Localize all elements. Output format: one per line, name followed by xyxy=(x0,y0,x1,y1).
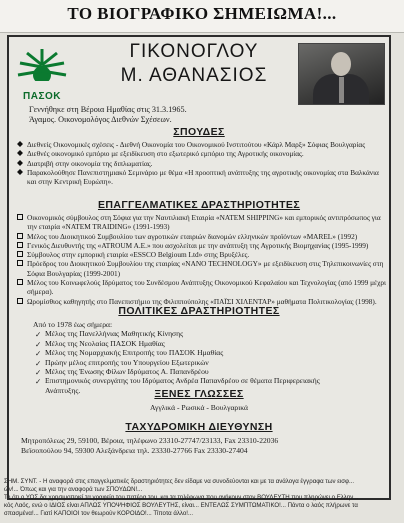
address-line: Βεϊσοπούλου 94, 59300 Αλεξάνδρεια τηλ. 23330-27766 Fax 23330-27404 xyxy=(21,446,248,455)
list-item: ✓ Μέλος της Νομαρχιακής Επιτροπής του ΠΑΣΟΚ Ημαθίας xyxy=(35,348,224,359)
studies-list xyxy=(15,140,387,186)
diamond-bullet-icon xyxy=(17,169,23,175)
list-item: Ωρομίσθιος καθηγητής στο Πανεπιστήμιο της Φιλιππούπολης «ΠΑΪΣΙ ΧΙΛΕΝΤΑΡ» μαθήματα Πολιτικολογίας (1998). xyxy=(15,297,387,306)
page-headline: ΤΟ ΒΙΟΓΡΑΦΙΚΟ ΣΗΜΕΙΩΜΑ!... xyxy=(67,4,337,23)
address-heading: ΤΑΧΥΔΡΟΜΙΚΗ ΔΙΕΥΘΥΝΣΗ xyxy=(125,421,273,433)
professional-list xyxy=(15,213,387,306)
check-bullet-icon: ✓ xyxy=(35,358,42,368)
address-line: Μητροπόλεως 29, 59100, Βέροια, τηλέφωνο 23310-27747/23133, Fax 23310-22036 xyxy=(21,436,279,445)
cv-card xyxy=(7,35,391,500)
list-item: Διεθνές οικονομικό εμπόριο με εξειδίκευση στο εξωτερικό εμπόριο της Αγροτικής οικονομίας. xyxy=(15,149,387,158)
candidate-photo xyxy=(298,43,385,105)
diamond-bullet-icon xyxy=(17,141,23,147)
list-item: Διατριβή στην οικονομία της διπλωματίας. xyxy=(15,159,387,168)
list-item: Πρόεδρος του Διοικητικού Συμβουλίου της εταιρίας «NANO TECHNOLOGY» με εξειδίκευση στις Τηλεπικοινωνίες στη Σόφια Βουλγαρίας (1999-2001) xyxy=(15,259,387,278)
candidate-surname: ΓΙΚΟΝΟΓΛΟΥ xyxy=(129,41,259,62)
check-bullet-icon: ✓ xyxy=(35,339,42,349)
professional-heading: ΕΠΑΓΓΕΛΜΑΤΙΚΕΣ ΔΡΑΣΤΗΡΙΟΤΗΤΕΣ xyxy=(97,199,301,211)
square-bullet-icon xyxy=(17,279,23,285)
diamond-bullet-icon xyxy=(17,150,23,156)
square-bullet-icon xyxy=(17,214,23,220)
list-item: Διεθνείς Οικονομικές σχέσεις - Διεθνή Οικονομία του Οικονομικού Ινστιτούτου «Κάρλ Μαρξ» Σόφιας Βουλγαρίας xyxy=(15,140,387,149)
bio-block xyxy=(29,105,289,125)
political-list xyxy=(33,320,333,395)
headline-bar xyxy=(0,0,404,33)
check-bullet-icon: ✓ xyxy=(35,368,42,378)
list-item: Μέλος του Κοινωφελούς Ιδρύματος του Συνδέσμου Ανάπτυξης Οικονομικού Κεφαλαίου και Τεχνολογίας (από 1999 μέχρι σήμερα). xyxy=(15,278,387,297)
list-item: ✓ Μέλος της Ένωσης Φίλων Ιδρύματος Α. Παπανδρέου xyxy=(35,367,209,378)
list-item: Γενικός Διευθυντής της «ATROUM A.E.» που ασχολείται με την ανάπτυξη της Αγροτικής Βιομηχανίας (1995-1999) xyxy=(15,241,387,250)
note-line: Το ότι ο ΥΟΣ δα χρησιμοποιεί τα γραφεία του πατέρα του, και τα τηλέφωνα που ανήκουν στον ΒΟΥΛΕΥΤΗ που πληρώνει ο Ελλην... xyxy=(4,494,359,501)
pasok-sun-logo-icon xyxy=(17,45,67,89)
list-item: Σύμβουλος στην εμπορική εταιρία «ESSCO Belgioum Ltd» στης Βρυξέλες. xyxy=(15,250,387,259)
political-heading: ΠΟΛΙΤΙΚΕΣ ΔΡΑΣΤΗΡΙΟΤΗΤΕΣ xyxy=(118,305,280,317)
candidate-given-name: Μ. ΑΘΑΝΑΣΙΟΣ xyxy=(120,65,268,86)
list-item: Οικονομικός σύμβουλος στη Σόφια για την Ναυτιλιακή Εταιρία «NATEM SHIPPING» και εμπορικός αντιπρόσωπος για την εταιρία «NATEM TRAIDING» (1991-1993) xyxy=(15,213,387,232)
pasok-logo-text: ΠΑΣΟΚ xyxy=(23,91,61,102)
square-bullet-icon xyxy=(17,242,23,248)
studies-heading: ΣΠΟΥΔΕΣ xyxy=(173,126,225,138)
list-item: Μέλος του Διοικητικού Συμβουλίου των αγροτικών εταιριών διανομών ελληνικών προϊόντων «MAREL» (1992) xyxy=(15,232,387,241)
list-item: Παρακολούθησε Πανεπιστημιακό Σεμινάριο με θέμα «Η προοπτική ανάπτυξης της αγροτικής οικονομίας στα Βαλκάνια και στην Κεντρική Ευρώπη». xyxy=(15,168,387,187)
check-bullet-icon: ✓ xyxy=(35,377,42,387)
languages-value: Αγγλικά - Ρωσικά - Βουλγαρικά xyxy=(150,403,248,412)
check-bullet-icon: ✓ xyxy=(35,349,42,359)
list-item: ✓ Επιστημονικός συνεργάτης του Ιδρύματος Ανδρέα Παπανδρέου σε θέματα Περιφερειακής Ανάπτυξης. xyxy=(35,376,320,395)
political-intro: Από το 1978 έως σήμερα: xyxy=(33,320,113,329)
note-line: ών!... Όπως και για την αναφορά των ΣΠΟΥΔΩΝ!... xyxy=(4,486,143,493)
square-bullet-icon xyxy=(17,251,23,257)
occupation-info: Άγαμος. Οικονομολόγος Διεθνών Σχέσεων. xyxy=(29,115,172,124)
address-block xyxy=(21,436,381,456)
note-line: κός Λαός, ενώ ο ΙΔΙΟΣ είναι ΑΠΛΩΣ ΥΠΟΨΗΦΙΟΣ ΒΟΥΛΕΥΤΗΣ, είναι... ΕΝΤΕΛΩΣ ΣΥΜΠΤΩΜΑΤΙΚΟ!... Πάντα ο λαός πλήρωνε τα xyxy=(4,502,358,509)
note-line: ΣΗΜ. ΣΥΝΤ. - Η αναφορά στις επαγγελματικές δραστηριότητες δεν είδαμε να συνοδεύονται και με τα ανάλογα έγγραφα των εισφ... xyxy=(4,478,355,485)
check-bullet-icon: ✓ xyxy=(35,330,42,340)
note-line: σπασμένα!... Γιατί ΚΑΠΟΙΟΙ τον θεωρούν ΚΟΡΟΙΔΟ!... Τίποτα άλλο!... xyxy=(4,510,194,517)
list-item: ✓ Μέλος της Νεολαίας ΠΑΣΟΚ Ημαθίας xyxy=(35,338,165,349)
languages-heading: ΞΕΝΕΣ ΓΛΩΣΣΕΣ xyxy=(154,388,244,400)
editor-note xyxy=(4,478,402,518)
square-bullet-icon xyxy=(17,298,23,304)
birth-info: Γεννήθηκε στη Βέροια Ημαθίας στις 31.3.1965. xyxy=(29,105,187,114)
list-item: ✓ Μέλος της Πανελλήνιας Μαθητικής Κίνησης xyxy=(35,329,184,340)
square-bullet-icon xyxy=(17,260,23,266)
square-bullet-icon xyxy=(17,233,23,239)
list-item: ✓ Πρώην μέλος επιτροπής του Υπουργείου Εξωτερικών xyxy=(35,357,209,368)
diamond-bullet-icon xyxy=(17,160,23,166)
